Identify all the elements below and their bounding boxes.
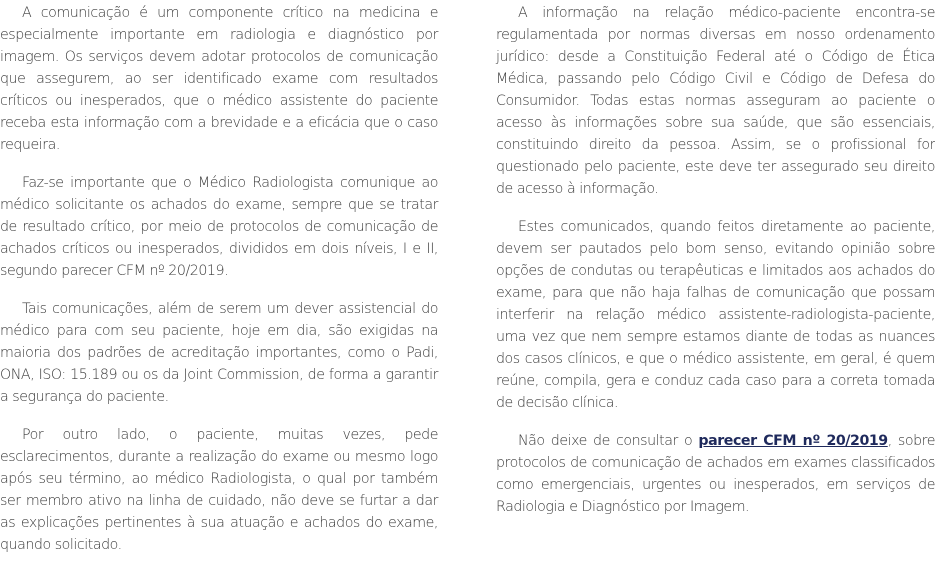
paragraph-patient-clarification: Por outro lado, o paciente, muitas vezes, pede esclarecimentos, durante a realização do exame ou mesmo logo após seu término, ao médico Radiologista, o qual por também ser membro ativo na linha de cuidado, não deve se furtar a dar as explicações pertinentes à sua atuação e achados do exame, quando solicitado.	[0, 427, 438, 553]
paragraph-legal-regulation: A informação na relação médico-paciente encontra-se regulamentada por normas diversas em nosso ordenamento jurídico: desde a Constituição Federal até o Código de Ética Médica, passando pelo Código Civil e Código de Defesa do Consumidor. Todas estas normas asseguram ao paciente o acesso às informações sobre sua saúde, que são essenciais, constituindo direito da pessoa. Assim, se o profissional for questionado pelo paciente, este deve ter assegurado seu direito de acesso à informação.	[496, 5, 935, 197]
paragraph-accreditation-standards: Tais comunicações, além de serem um dever assistencial do médico para com seu paciente, hoje em dia, são exigidas na maioria dos padrões de acreditação importantes, como o Padi, ONA, ISO: 15.189 ou os da Joint Commission, de forma a garantir a segurança do paciente.	[0, 301, 438, 405]
paragraph-communication-critical: A comunicação é um componente crítico na medicina e especialmente importante em radiologia e diagnóstico por imagem. Os serviços devem adotar protocolos de comunicação que assegurem, ao ser identificado exame com resultados críticos ou inesperados, que o médico assistente do paciente receba esta informação com a brevidade e a eficácia que o caso requeira.	[0, 5, 438, 153]
consult-text-before: Não deixe de consultar o	[518, 433, 699, 449]
paragraph-radiologist-communication: Faz-se importante que o Médico Radiologista comunique ao médico solicitante os achados do exame, sempre que se tratar de resultado crítico, por meio de protocolos de comunicação de achados críticos ou inesperados, divididos em dois níveis, I e II, segundo parecer CFM nº 20/2019.	[0, 175, 438, 279]
consult-text-after: , sobre protocolos de comunicação de achados em exames classificados como emergenciais, urgentes ou inesperados, em serviços de Radiologia e Diagnóstico por Imagem.	[496, 433, 935, 515]
paragraph-direct-communication: Estes comunicados, quando feitos diretamente ao paciente, devem ser pautados pelo bom senso, evitando opinião sobre opções de condutas ou terapêuticas e limitados aos achados do exame, para que não haja falhas de comunicação que possam interferir na relação médico assistente-radiologista-paciente, uma vez que nem sempre estamos diante de todas as nuances dos casos clínicos, e que o médico assistente, em geral, é quem reúne, compila, gera e conduz cada caso para a correta tomada de decisão clínica.	[496, 219, 935, 411]
paragraph-consult-parecer	[496, 430, 935, 518]
right-text-column	[496, 2, 935, 534]
left-text-column	[0, 2, 438, 572]
parecer-cfm-link[interactable]: parecer CFM nº 20/2019	[698, 433, 888, 449]
